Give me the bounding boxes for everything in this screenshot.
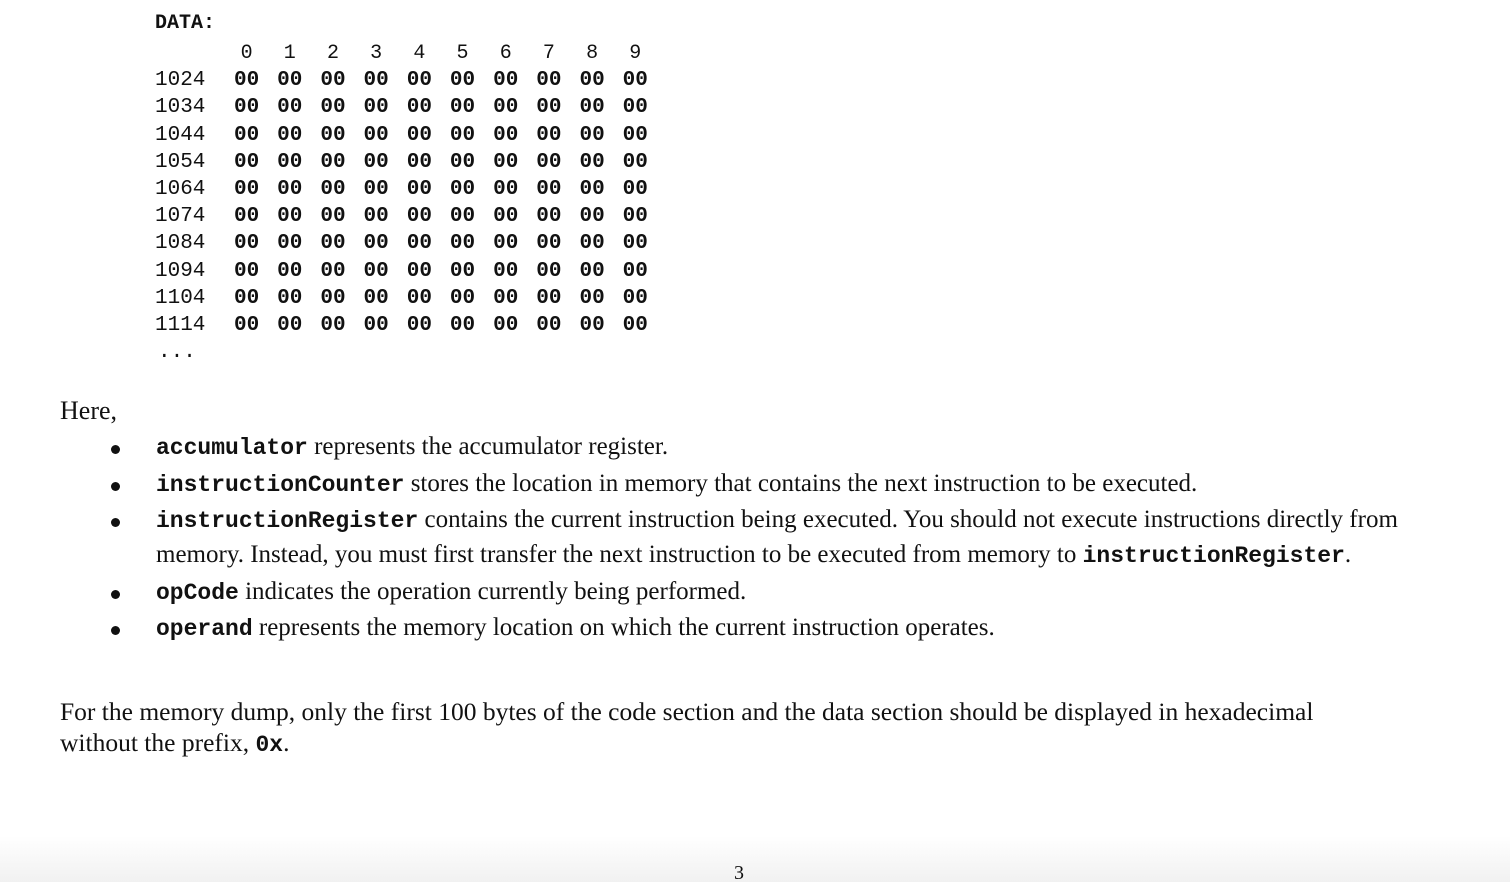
memory-byte: 00 <box>493 69 519 93</box>
memory-byte: 00 <box>536 259 562 283</box>
memory-byte: 00 <box>579 259 605 283</box>
bullet-icon <box>111 518 120 527</box>
memory-byte: 00 <box>277 123 303 147</box>
memory-byte: 00 <box>277 96 303 120</box>
memory-byte: 00 <box>233 313 260 337</box>
memory-byte: 00 <box>406 232 432 256</box>
memory-byte: 00 <box>320 69 346 93</box>
memory-byte: 00 <box>536 96 562 120</box>
memory-byte: 00 <box>536 205 562 229</box>
memory-byte: 00 <box>320 150 346 174</box>
memory-byte: 00 <box>449 313 476 337</box>
memory-rows <box>155 67 657 339</box>
memory-byte: 00 <box>449 150 476 174</box>
memory-byte: 00 <box>579 69 605 93</box>
memory-byte: 00 <box>233 123 260 147</box>
memory-byte: 00 <box>233 69 260 93</box>
intro-text: Here, <box>60 396 118 425</box>
memory-byte: 00 <box>579 232 605 256</box>
memory-address: 1084 <box>155 232 206 256</box>
memory-byte: 00 <box>449 205 476 229</box>
memory-byte: 00 <box>449 177 476 201</box>
page-number: 3 <box>734 862 744 882</box>
memory-byte: 00 <box>406 286 432 310</box>
memory-byte: 00 <box>536 123 562 147</box>
memory-byte: 00 <box>536 313 562 337</box>
memory-byte: 00 <box>363 205 389 229</box>
description-accumulator: represents the accumulator register. <box>307 433 669 460</box>
description-opcode: indicates the operation currently being performed. <box>238 577 747 605</box>
continuation-ellipsis: ... <box>158 341 196 365</box>
memory-byte: 00 <box>493 150 519 174</box>
memory-byte: 00 <box>320 96 346 120</box>
memory-byte: 00 <box>493 177 519 201</box>
memory-byte: 00 <box>277 286 303 310</box>
memory-byte: 00 <box>233 205 260 229</box>
memory-byte: 00 <box>277 177 303 201</box>
column-header: 7 <box>542 42 555 65</box>
memory-byte: 00 <box>406 205 432 229</box>
memory-byte: 00 <box>536 232 562 256</box>
memory-byte: 00 <box>363 150 389 174</box>
column-header: 8 <box>586 42 599 65</box>
memory-byte: 00 <box>320 123 346 147</box>
column-header: 1 <box>283 42 296 65</box>
memory-byte: 00 <box>406 259 432 283</box>
data-section-heading: DATA: <box>155 12 216 35</box>
memory-byte: 00 <box>233 259 260 283</box>
memory-byte: 00 <box>622 286 648 310</box>
memory-byte: 00 <box>406 69 432 93</box>
term-operand: operand <box>156 616 253 642</box>
address-header-spacer <box>155 40 225 67</box>
term-instruction-register: instructionRegister <box>156 508 419 534</box>
list-item-operand <box>60 611 1440 646</box>
memory-byte: 00 <box>579 205 605 229</box>
memory-byte: 00 <box>536 150 562 174</box>
bullet-icon <box>111 590 120 599</box>
description-operand: represents the memory location on which the current instruction operates. <box>252 614 995 641</box>
memory-byte: 00 <box>277 313 303 337</box>
memory-byte: 00 <box>449 259 476 283</box>
list-item-instruction-counter <box>60 467 1440 502</box>
column-header: 6 <box>499 42 512 65</box>
term-opcode: opCode <box>156 579 239 606</box>
memory-dump-note <box>60 696 1380 761</box>
column-header: 3 <box>370 42 383 65</box>
memory-byte: 00 <box>233 150 260 174</box>
memory-address: 1094 <box>155 259 206 283</box>
memory-byte: 00 <box>320 259 346 283</box>
description-instruction-register-end: . <box>1344 541 1352 568</box>
memory-byte: 00 <box>622 96 648 120</box>
memory-byte: 00 <box>277 232 303 256</box>
ellipsis-row <box>155 339 657 366</box>
description-instruction-register: contains the current instruction being executed. You should not execute instructions directly from memory. Instead, you must first transfer the next instruction to be executed from memory to <box>156 506 1398 568</box>
column-header-row <box>155 40 657 67</box>
memory-byte: 00 <box>622 313 648 337</box>
memory-byte: 00 <box>622 69 648 93</box>
memory-byte: 00 <box>277 259 303 283</box>
memory-byte: 00 <box>406 150 432 174</box>
memory-byte: 00 <box>493 96 519 120</box>
list-item-opcode <box>60 575 1440 610</box>
memory-byte: 00 <box>363 286 389 310</box>
memory-byte: 00 <box>622 232 648 256</box>
memory-row <box>155 122 657 149</box>
memory-address: 1034 <box>155 96 206 120</box>
hex-prefix-term: 0x <box>255 732 284 758</box>
memory-row <box>155 258 657 285</box>
memory-byte: 00 <box>277 69 303 93</box>
memory-row <box>155 94 657 121</box>
memory-dump-note-text: For the memory dump, only the first 100 bytes of the code section and the data section should be displayed in hexadecimal without the prefix, <box>60 697 1314 757</box>
column-header: 0 <box>240 42 253 65</box>
memory-byte: 00 <box>622 123 648 147</box>
memory-address: 1024 <box>155 69 206 93</box>
memory-row <box>155 149 657 176</box>
memory-byte: 00 <box>579 313 605 337</box>
memory-byte: 00 <box>449 69 476 93</box>
memory-byte: 00 <box>449 232 476 256</box>
memory-byte: 00 <box>536 69 562 93</box>
memory-byte: 00 <box>363 123 389 147</box>
memory-byte: 00 <box>233 177 260 201</box>
term-accumulator: accumulator <box>156 435 308 461</box>
memory-byte: 00 <box>363 96 389 120</box>
memory-byte: 00 <box>363 259 389 283</box>
memory-byte: 00 <box>320 205 346 229</box>
memory-address: 1074 <box>155 205 206 229</box>
memory-byte: 00 <box>233 232 260 256</box>
memory-byte: 00 <box>277 150 303 174</box>
memory-byte: 00 <box>536 286 562 310</box>
memory-byte: 00 <box>536 177 562 201</box>
memory-byte: 00 <box>406 177 432 201</box>
memory-dump-table <box>155 40 657 366</box>
memory-address: 1044 <box>155 123 206 147</box>
memory-byte: 00 <box>320 232 346 256</box>
bullet-icon <box>111 626 120 635</box>
memory-address: 1114 <box>155 313 206 337</box>
list-item-accumulator <box>60 430 1440 465</box>
memory-byte: 00 <box>493 313 519 337</box>
list-item-instruction-register <box>60 503 1440 573</box>
column-header: 5 <box>456 42 469 65</box>
term-instruction-counter: instructionCounter <box>156 471 405 498</box>
memory-byte: 00 <box>622 259 648 283</box>
memory-byte: 00 <box>579 123 605 147</box>
memory-byte: 00 <box>320 313 346 337</box>
memory-byte: 00 <box>493 286 519 310</box>
memory-byte: 00 <box>320 177 346 201</box>
memory-byte: 00 <box>363 313 389 337</box>
memory-byte: 00 <box>622 205 648 229</box>
memory-byte: 00 <box>449 123 476 147</box>
memory-address: 1104 <box>155 286 206 310</box>
description-instruction-counter: stores the location in memory that contains the next instruction to be executed. <box>404 469 1198 497</box>
memory-row <box>155 312 657 339</box>
memory-byte: 00 <box>493 259 519 283</box>
memory-row <box>155 230 657 257</box>
memory-byte: 00 <box>320 286 346 310</box>
memory-byte: 00 <box>622 150 648 174</box>
memory-byte: 00 <box>233 286 260 310</box>
memory-byte: 00 <box>363 69 389 93</box>
memory-byte: 00 <box>493 232 519 256</box>
memory-byte: 00 <box>579 150 605 174</box>
memory-byte: 00 <box>277 205 303 229</box>
page-bottom-edge <box>0 836 1510 882</box>
memory-byte: 00 <box>449 96 476 120</box>
memory-byte: 00 <box>493 205 519 229</box>
memory-byte: 00 <box>406 313 432 337</box>
memory-byte: 00 <box>622 177 648 201</box>
column-header: 4 <box>413 42 426 65</box>
memory-byte: 00 <box>363 232 389 256</box>
memory-row <box>155 203 657 230</box>
memory-address: 1054 <box>155 150 206 174</box>
memory-byte: 00 <box>406 96 432 120</box>
memory-row <box>155 285 657 312</box>
bullet-icon <box>111 482 120 491</box>
memory-byte: 00 <box>579 96 605 120</box>
memory-address: 1064 <box>155 177 206 201</box>
column-header: 2 <box>326 42 339 65</box>
memory-byte: 00 <box>579 177 605 201</box>
memory-byte: 00 <box>406 123 432 147</box>
memory-dump-note-end: . <box>283 728 290 757</box>
term-instruction-register-end: instructionRegister <box>1082 543 1345 569</box>
memory-row <box>155 176 657 203</box>
memory-byte: 00 <box>363 177 389 201</box>
register-description-list <box>60 430 1440 648</box>
memory-byte: 00 <box>449 286 476 310</box>
bullet-icon <box>111 445 120 454</box>
memory-byte: 00 <box>493 123 519 147</box>
memory-byte: 00 <box>579 286 605 310</box>
column-header: 9 <box>629 42 642 65</box>
memory-byte: 00 <box>233 96 260 120</box>
memory-row <box>155 67 657 94</box>
